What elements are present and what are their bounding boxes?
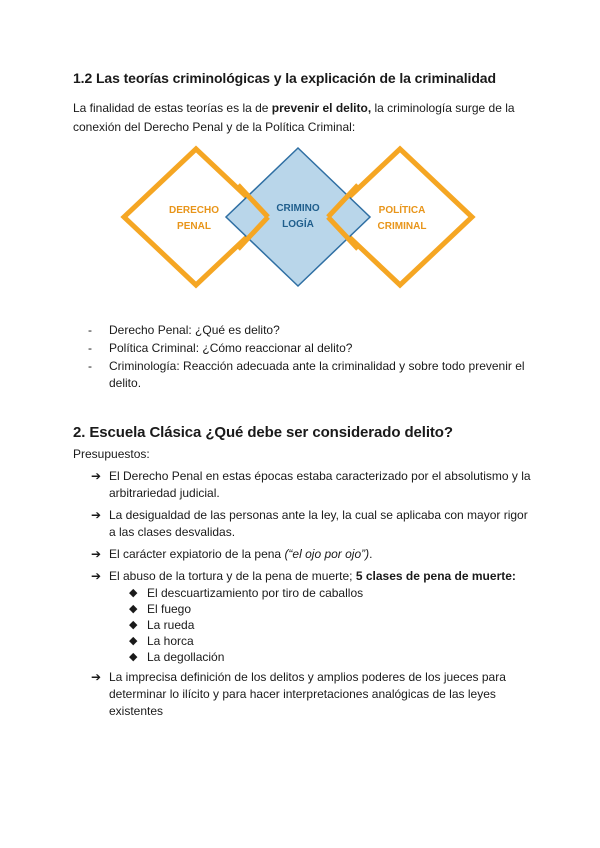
dash-marker: -	[88, 341, 92, 355]
presupuestos-label: Presupuestos:	[73, 447, 150, 461]
sublist-item-text: La rueda	[147, 618, 195, 632]
list-item	[91, 546, 531, 563]
arrow-icon: ➔	[91, 569, 102, 583]
arrow-icon: ➔	[91, 547, 102, 561]
list-item	[91, 468, 531, 502]
list-item	[88, 358, 528, 392]
intro-text-start: La finalidad de estas teorías es la de	[73, 101, 272, 115]
list-item	[91, 507, 531, 541]
list-item-text: La desigualdad de las personas ante la ley, la cual se aplicaba con mayor rigor a las clases desvalidas.	[109, 508, 528, 539]
sublist-item	[129, 617, 531, 633]
arrow-icon: ➔	[91, 469, 102, 483]
diamond-bullet-icon: ◆	[129, 635, 138, 647]
list-item-text: Derecho Penal: ¿Qué es delito?	[109, 323, 280, 337]
list-item	[91, 669, 531, 720]
politica-label-line2: CRIMINAL	[377, 221, 427, 232]
diamond-bullet-icon: ◆	[129, 603, 138, 615]
intro-paragraph	[73, 99, 533, 137]
list-item-text: El Derecho Penal en estas épocas estaba caracterizado por el absolutismo y la arbitrariedad judicial.	[109, 469, 531, 500]
sublist-item-text: La degollación	[147, 650, 225, 664]
sublist-item	[129, 633, 531, 649]
dash-marker: -	[88, 359, 92, 373]
list-item-text: La imprecisa definición de los delitos y amplios poderes de los jueces para determinar lo ilícito y para hacer interpretaciones analógicas de las leyes existentes	[109, 670, 506, 718]
sublist-item	[129, 601, 531, 617]
definitions-list	[88, 322, 528, 393]
list-item-text-end: .	[369, 547, 373, 561]
politica-label-line1: POLÍTICA	[378, 205, 426, 216]
diamond-bullet-icon: ◆	[129, 651, 138, 663]
list-item-text: Criminología: Reacción adecuada ante la criminalidad y sobre todo prevenir el delito.	[109, 359, 525, 390]
criminologia-label-line2: LOGÍA	[282, 219, 314, 230]
list-item	[88, 340, 528, 357]
sublist-item	[129, 649, 531, 665]
arrow-icon: ➔	[91, 508, 102, 522]
criminologia-label-line1: CRIMINO	[276, 203, 320, 214]
sublist-item-text: El descuartizamiento por tiro de caballos	[147, 586, 364, 600]
diamond-bullet-icon: ◆	[129, 619, 138, 631]
list-item-text-italic: (“el ojo por ojo”)	[284, 547, 370, 561]
derecho-label-line2: PENAL	[177, 221, 211, 232]
criminologia-diamond	[226, 148, 370, 286]
list-item	[88, 322, 528, 339]
list-item-text-bold: 5 clases de pena de muerte:	[355, 569, 516, 583]
dash-marker: -	[88, 323, 92, 337]
intro-text-end: la criminología surge de la conexión del Derecho Penal y de la Política Criminal:	[73, 101, 515, 134]
presupuestos-list	[91, 468, 531, 725]
sublist-item	[129, 585, 531, 601]
diamond-bullet-icon: ◆	[129, 587, 138, 599]
death-penalty-sublist	[109, 585, 531, 665]
sublist-item-text: La horca	[147, 634, 194, 648]
section-heading-2: 2. Escuela Clásica ¿Qué debe ser considerado delito?	[73, 424, 453, 441]
list-item-text: Política Criminal: ¿Cómo reaccionar al delito?	[109, 341, 353, 355]
derecho-label-line1: DERECHO	[168, 205, 220, 216]
arrow-icon: ➔	[91, 670, 102, 684]
list-item	[91, 568, 531, 665]
criminology-venn-diagram	[118, 143, 478, 291]
list-item-text-start: El carácter expiatorio de la pena	[109, 547, 285, 561]
list-item-text-start: El abuso de la tortura y de la pena de muerte;	[109, 569, 356, 583]
intro-text-bold: prevenir el delito,	[271, 101, 372, 115]
section-heading-1-2: 1.2 Las teorías criminológicas y la explicación de la criminalidad	[73, 70, 496, 86]
sublist-item-text: El fuego	[147, 602, 192, 616]
